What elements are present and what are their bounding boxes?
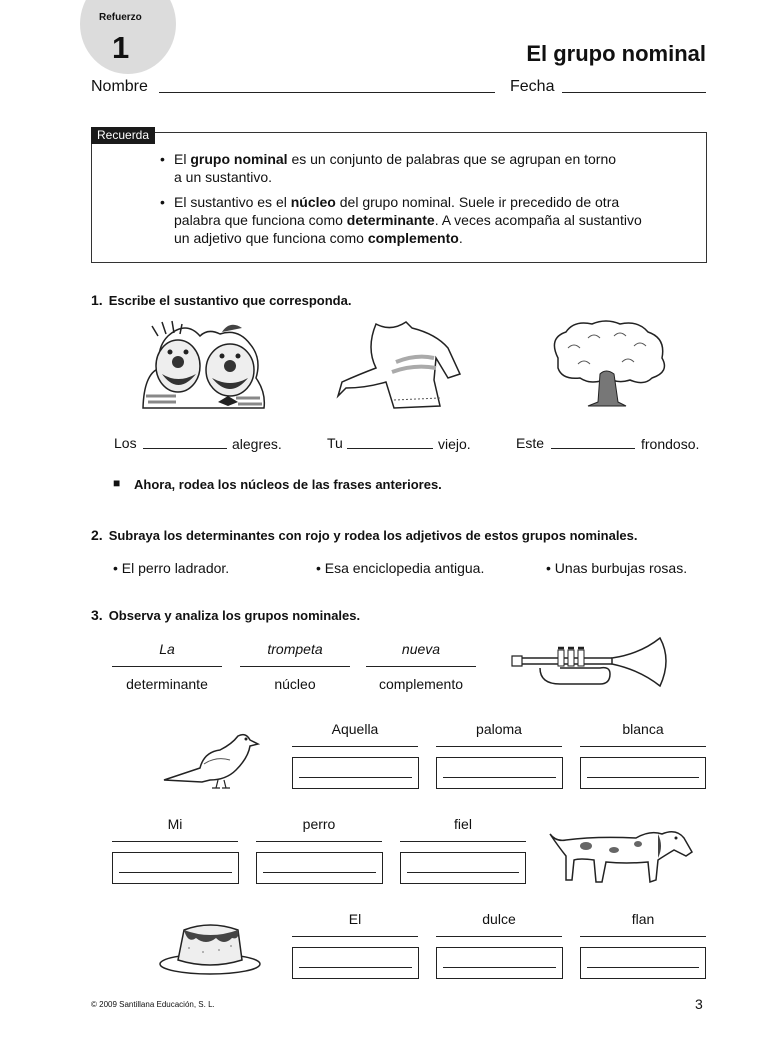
group-1-answer-box[interactable] xyxy=(436,757,563,789)
exercise-1-sub-instruction: Ahora, rodea los núcleos de las frases anteriores. xyxy=(134,477,442,492)
example-divider xyxy=(366,666,476,667)
group-1-word: paloma xyxy=(476,721,522,737)
group-1-divider xyxy=(436,746,562,747)
page-title: El grupo nominal xyxy=(526,41,706,66)
group-2-word: Mi xyxy=(167,816,183,832)
group-3-divider xyxy=(436,936,562,937)
group-3-word: flan xyxy=(631,911,655,927)
group-2-answer-box[interactable] xyxy=(112,852,239,884)
sentence-2-before: Tu xyxy=(327,435,343,451)
sentence-3-after: frondoso. xyxy=(641,436,700,452)
group-2-answer-box[interactable] xyxy=(256,852,383,884)
sentence-2-after: viejo. xyxy=(438,436,471,452)
dove-image xyxy=(160,730,260,790)
sentence-2-blank[interactable] xyxy=(347,448,433,449)
group-1-divider xyxy=(580,746,706,747)
group-3-divider xyxy=(292,936,418,937)
flan-image xyxy=(158,918,262,978)
group-2-word: fiel xyxy=(454,816,472,832)
clowns-image xyxy=(138,318,270,410)
example-divider xyxy=(112,666,222,667)
refuerzo-label: Refuerzo xyxy=(99,12,142,23)
trumpet-image xyxy=(510,634,674,690)
reminder-tag: Recuerda xyxy=(91,127,155,144)
example-word: trompeta xyxy=(267,641,323,657)
exercise-3-heading: 3. Observa y analiza los grupos nominales. xyxy=(91,607,361,623)
dog-image xyxy=(546,820,696,886)
sentence-1-blank[interactable] xyxy=(143,448,227,449)
reminder-bullet-2: • El sustantivo es el núcleo del grupo nominal. Suele ir precedido de otra palabra que funciona como determinante. A veces acompaña al sustantivo un adjetivo que funciona como complemento. xyxy=(160,194,642,246)
group-1-word: Aquella xyxy=(331,721,379,737)
date-label: Fecha xyxy=(510,78,555,95)
name-label: Nombre xyxy=(91,78,148,95)
group-2-word: perro xyxy=(302,816,336,832)
group-1-divider xyxy=(292,746,418,747)
exercise-1-heading: 1. Escribe el sustantivo que corresponda. xyxy=(91,292,352,308)
group-3-word: dulce xyxy=(482,911,516,927)
sub-bullet-square: ■ xyxy=(113,476,121,490)
name-field[interactable] xyxy=(159,92,495,93)
group-3-word: El xyxy=(348,911,362,927)
copyright: © 2009 Santillana Educación, S. L. xyxy=(91,1000,215,1009)
exercise-2-item: • Unas burbujas rosas. xyxy=(546,560,688,576)
example-role: núcleo xyxy=(274,676,316,692)
sentence-3-before: Este xyxy=(516,435,545,451)
group-3-divider xyxy=(580,936,706,937)
example-role: determinante xyxy=(126,676,208,692)
exercise-2-heading: 2. Subraya los determinantes con rojo y rodea los adjetivos de estos grupos nominales. xyxy=(91,527,638,543)
group-3-answer-box[interactable] xyxy=(580,947,706,979)
group-3-answer-box[interactable] xyxy=(436,947,563,979)
group-3-answer-box[interactable] xyxy=(292,947,419,979)
exercise-2-item: • El perro ladrador. xyxy=(113,560,230,576)
sentence-1-after: alegres. xyxy=(232,436,282,452)
page-number: 3 xyxy=(695,996,703,1012)
group-1-answer-box[interactable] xyxy=(580,757,706,789)
group-1-answer-box[interactable] xyxy=(292,757,419,789)
sentence-3-blank[interactable] xyxy=(551,448,635,449)
exercise-2-item: • Esa enciclopedia antigua. xyxy=(316,560,485,576)
example-word: La xyxy=(159,641,175,657)
group-2-divider xyxy=(400,841,526,842)
tree-image xyxy=(548,318,670,408)
group-2-divider xyxy=(256,841,382,842)
group-2-divider xyxy=(112,841,238,842)
sweater-image xyxy=(336,318,462,410)
example-word: nueva xyxy=(401,641,441,657)
group-1-word: blanca xyxy=(622,721,664,737)
date-field[interactable] xyxy=(562,92,706,93)
example-divider xyxy=(240,666,350,667)
sentence-1-before: Los xyxy=(114,435,137,451)
example-role: complemento xyxy=(378,676,464,692)
group-2-answer-box[interactable] xyxy=(400,852,526,884)
reminder-bullet-1: • El grupo nominal es un conjunto de palabras que se agrupan en torno a un sustantivo. xyxy=(160,151,617,185)
sheet-number: 1 xyxy=(112,30,130,65)
